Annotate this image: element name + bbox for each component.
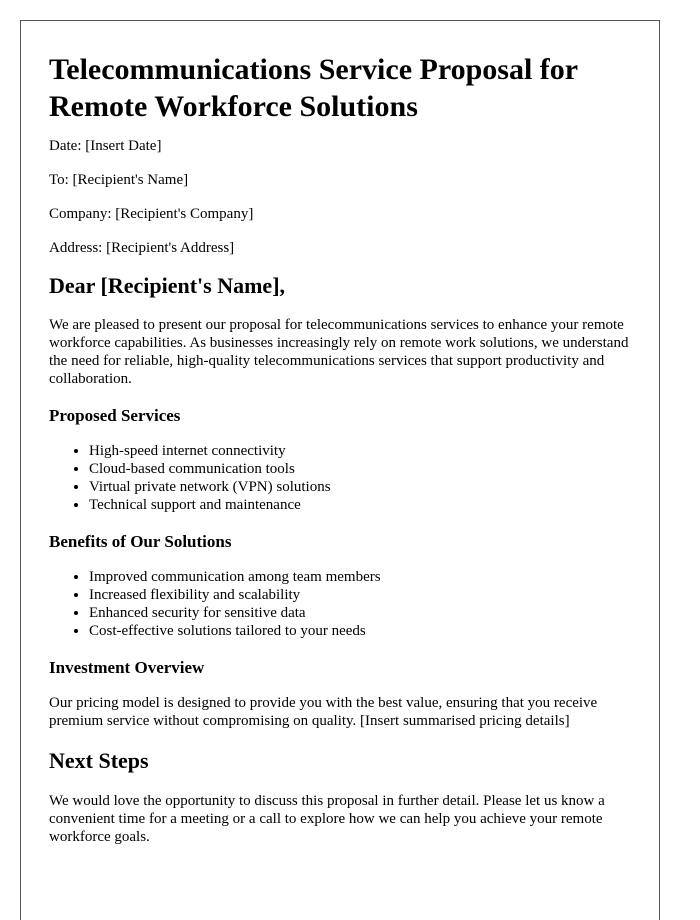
investment-paragraph: Our pricing model is designed to provide you with the best value, ensuring that you receive premium service without compromising on quality. [Insert summarised pricing details] xyxy=(49,695,598,729)
list-item: • Improved communication among team members xyxy=(89,568,631,586)
intro-paragraph: We are pleased to present our proposal for telecommunications services to enhance your remote workforce capabilities. As businesses increasingly rely on remote work solutions, we understand the need for reliable, high-quality telecommunications services that support productivity and collaboration. xyxy=(49,317,629,387)
list-item: • Technical support and maintenance xyxy=(89,496,631,514)
address-line: Address: [Recipient's Address] xyxy=(49,240,235,256)
recipient-line: To: [Recipient's Name] xyxy=(49,172,189,188)
greeting-heading: Dear [Recipient's Name], xyxy=(49,273,286,298)
date-line: Date: [Insert Date] xyxy=(49,138,162,154)
next-steps-paragraph: We would love the opportunity to discuss this proposal in further detail. Please let us know a convenient time for a meeting or a call to explore how we can help you achieve your remote workforce goals. xyxy=(49,793,605,845)
list-item: • Virtual private network (VPN) solutions xyxy=(89,478,631,496)
services-heading: Proposed Services xyxy=(49,406,181,425)
document-title: Telecommunications Service Proposal for Remote Workforce Solutions xyxy=(49,53,578,123)
benefits-heading: Benefits of Our Solutions xyxy=(49,532,232,551)
list-item: • High-speed internet connectivity xyxy=(89,442,631,460)
document-page xyxy=(20,20,660,920)
next-steps-heading: Next Steps xyxy=(49,748,149,773)
list-item: • Cloud-based communication tools xyxy=(89,460,631,478)
services-list xyxy=(49,442,631,514)
company-line: Company: [Recipient's Company] xyxy=(49,206,254,222)
list-item: • Enhanced security for sensitive data xyxy=(89,604,631,622)
investment-heading: Investment Overview xyxy=(49,658,205,677)
list-item: • Increased flexibility and scalability xyxy=(89,586,631,604)
benefits-list xyxy=(49,568,631,640)
list-item: • Cost-effective solutions tailored to your needs xyxy=(89,622,631,640)
